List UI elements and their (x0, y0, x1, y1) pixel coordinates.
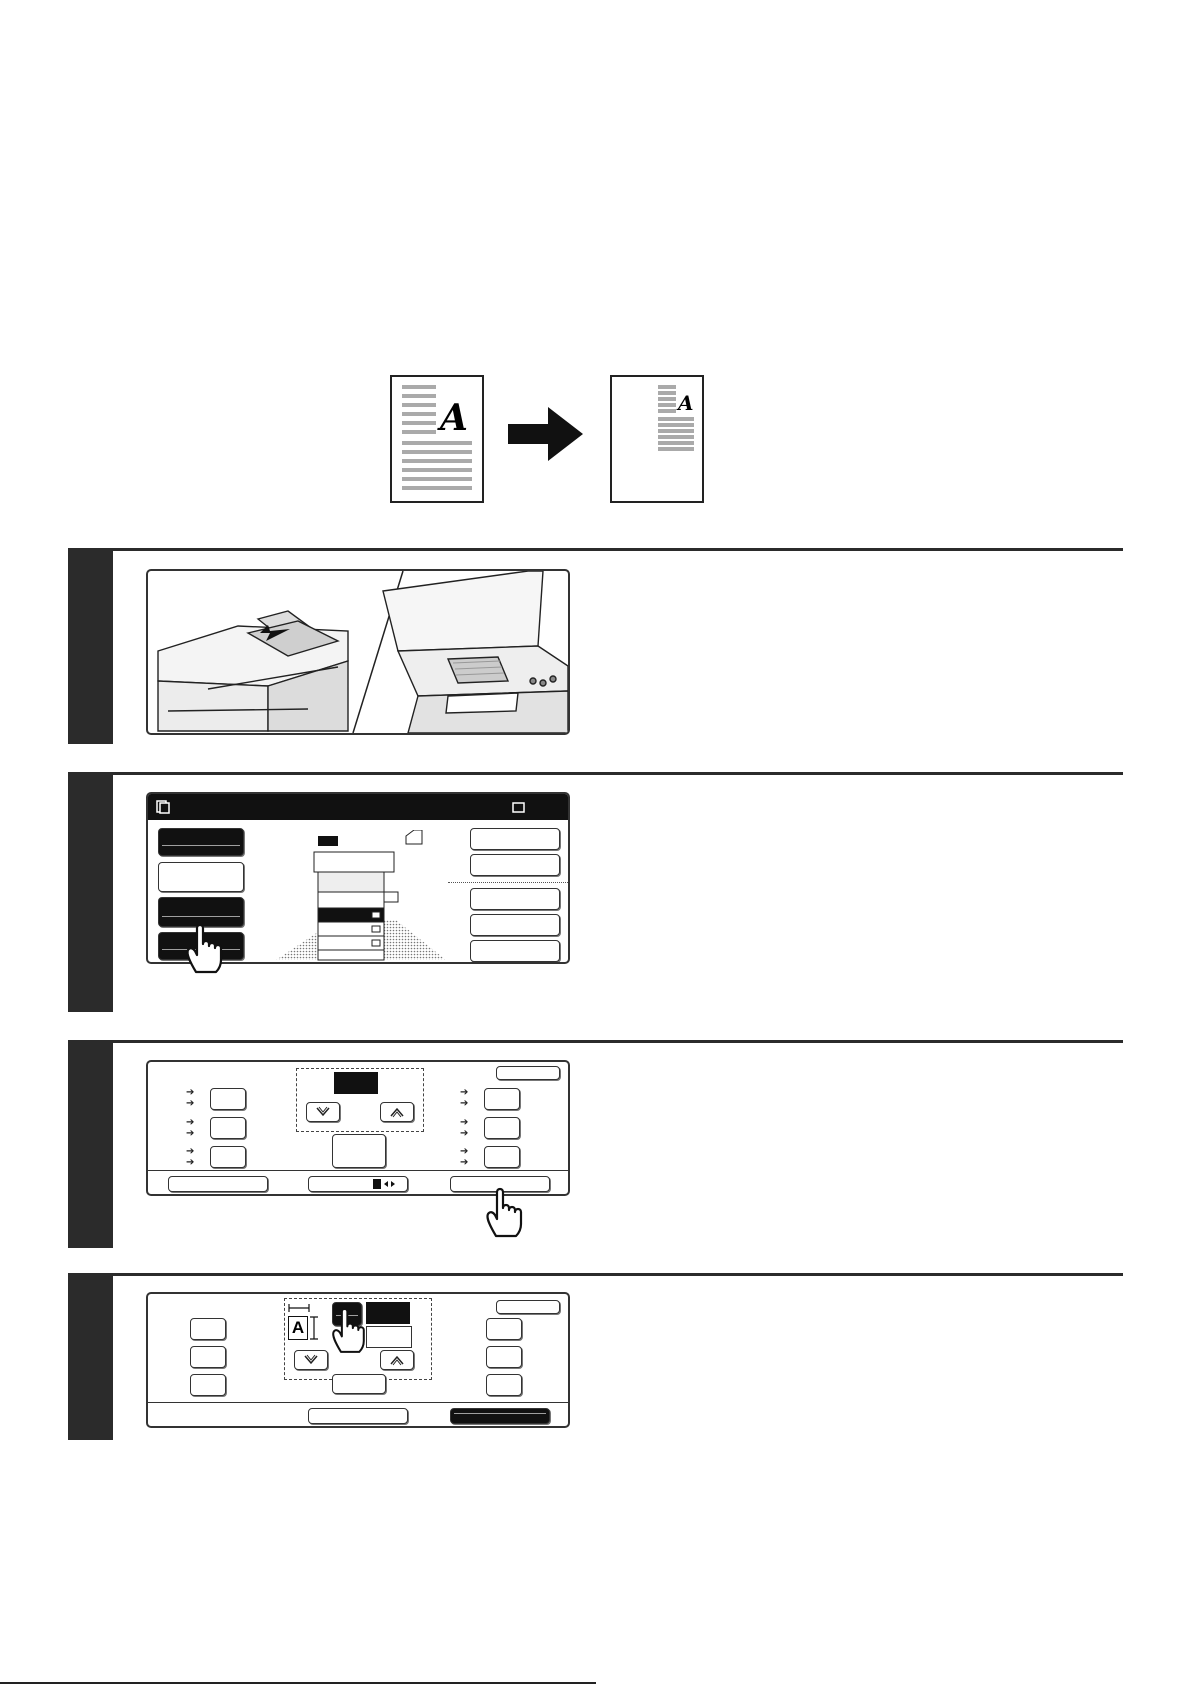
ok-button[interactable] (496, 1066, 560, 1080)
reduce-arrow-icon: ➔ (186, 1157, 195, 1168)
reduce-arrow-icon: ➔ (186, 1087, 195, 1098)
hand-pointer-icon (184, 922, 230, 974)
enlarge-arrow-icon: ➔ (460, 1157, 469, 1168)
ok-button[interactable] (496, 1300, 560, 1314)
step-3-rule (113, 1040, 1123, 1043)
bottom-divider (148, 1170, 568, 1171)
screen-title-bar (148, 794, 568, 820)
enlarge-arrow-icon: ➔ (460, 1146, 469, 1157)
special-modes-button[interactable] (470, 828, 560, 850)
step-3-bar (68, 1040, 113, 1248)
zoom-up-button[interactable] (380, 1350, 414, 1370)
output-icon (512, 802, 526, 814)
height-measure-icon (310, 1316, 318, 1340)
up-arrow-icon (381, 1351, 413, 1369)
ratio-display (334, 1072, 378, 1094)
xy-zoom-button[interactable] (450, 1408, 550, 1424)
preset-4-button[interactable] (486, 1318, 522, 1340)
ratio-100-button[interactable] (332, 1374, 386, 1394)
preset-reduce-2-button[interactable] (210, 1117, 246, 1139)
preset-enlarge-1-button[interactable] (484, 1088, 520, 1110)
up-arrow-icon (381, 1103, 413, 1121)
reduced-page (610, 375, 704, 503)
ratio-100-button[interactable] (332, 1134, 386, 1168)
step-1-rule (113, 548, 1123, 551)
step-3-ratio-screen (146, 1060, 570, 1196)
step-2-bar (68, 772, 113, 1012)
2-sided-copy-button[interactable] (470, 854, 560, 876)
step-2-rule (113, 772, 1123, 775)
step-4-rule (113, 1273, 1123, 1276)
y-ratio-display (366, 1326, 412, 1348)
orientation-icon (371, 1178, 397, 1190)
paper-orientation-button[interactable] (308, 1408, 408, 1424)
reduce-arrow-icon: ➔ (186, 1117, 195, 1128)
footer-rule (0, 1682, 596, 1684)
width-measure-icon (288, 1304, 310, 1312)
enlarge-arrow-icon: ➔ (460, 1087, 469, 1098)
step-1-illustration (146, 569, 570, 735)
preset-reduce-3-button[interactable] (210, 1146, 246, 1168)
reduce-arrow-icon: ➔ (186, 1146, 195, 1157)
reduce-arrow-icon: ➔ (186, 1128, 195, 1139)
exposure-button[interactable] (158, 862, 244, 892)
size-glyph-box: A (288, 1316, 308, 1340)
preset-enlarge-2-button[interactable] (484, 1117, 520, 1139)
zoom-down-button[interactable] (294, 1350, 328, 1370)
down-arrow-icon (295, 1351, 327, 1369)
arrow-right-icon (508, 407, 583, 461)
x-ratio-display (366, 1302, 410, 1324)
auto-image-button[interactable] (168, 1176, 268, 1192)
enlarge-arrow-icon: ➔ (460, 1128, 469, 1139)
original-page-glyph: A (440, 397, 468, 439)
enlarge-arrow-icon: ➔ (460, 1098, 469, 1109)
zoom-down-button[interactable] (306, 1102, 340, 1122)
preset-reduce-1-button[interactable] (210, 1088, 246, 1110)
reduced-page-glyph: A (678, 391, 694, 415)
quick-file-button[interactable] (470, 940, 560, 962)
step-1-bar (68, 548, 113, 744)
zoom-up-button[interactable] (380, 1102, 414, 1122)
preset-2-button[interactable] (190, 1346, 226, 1368)
reduce-arrow-icon: ➔ (186, 1098, 195, 1109)
copy-icon (156, 800, 170, 814)
preset-3-button[interactable] (190, 1374, 226, 1396)
machine-illustration (266, 830, 446, 962)
bottom-divider (148, 1402, 568, 1403)
hand-pointer-icon (484, 1186, 530, 1238)
enlarge-arrow-icon: ➔ (460, 1117, 469, 1128)
file-button[interactable] (470, 914, 560, 936)
step-4-bar (68, 1273, 113, 1440)
hand-pointer-icon (330, 1306, 372, 1354)
preset-5-button[interactable] (486, 1346, 522, 1368)
divider (448, 882, 568, 883)
preset-enlarge-3-button[interactable] (484, 1146, 520, 1168)
color-mode-button[interactable] (158, 828, 244, 856)
preset-1-button[interactable] (190, 1318, 226, 1340)
original-page (390, 375, 484, 503)
paper-orientation-button[interactable] (308, 1176, 408, 1192)
output-button[interactable] (470, 888, 560, 910)
preset-6-button[interactable] (486, 1374, 522, 1396)
down-arrow-icon (307, 1103, 339, 1121)
